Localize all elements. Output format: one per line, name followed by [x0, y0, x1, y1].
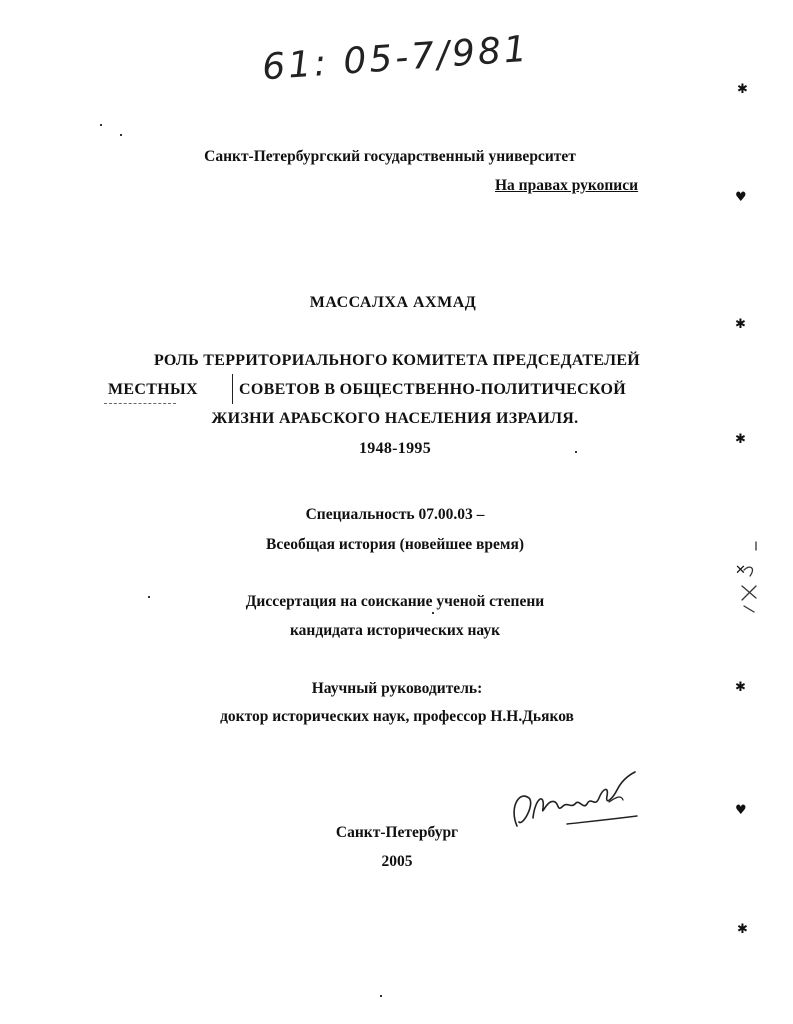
title-line-3: ЖИЗНИ АРАБСКОГО НАСЕЛЕНИЯ ИЗРАИЛЯ. [211, 410, 579, 427]
title-underline-marks [104, 403, 176, 404]
scan-speck [380, 995, 382, 997]
rights-note: На правах рукописи [495, 177, 639, 194]
margin-mark-icon: ✱ [737, 922, 748, 937]
margin-mark-icon: ✱ [735, 680, 746, 695]
title-line-1: РОЛЬ ТЕРРИТОРИАЛЬНОГО КОМИТЕТА ПРЕДСЕДАТЕЛЕЙ [153, 352, 641, 369]
title-years: 1948-1995 [358, 440, 432, 457]
scan-speck [148, 596, 150, 598]
degree-line-2: кандидата исторических наук [289, 622, 501, 639]
margin-mark-icon: ♥ [735, 190, 747, 205]
scan-speck [575, 451, 577, 453]
margin-mark-icon: ✱ [737, 82, 748, 97]
margin-mark-icon: ✱ [735, 317, 746, 332]
margin-scribble [738, 540, 762, 616]
title-line-2-left: МЕСТНЫХ [108, 381, 198, 398]
degree-line-1: Диссертация на соискание ученой степени [245, 593, 545, 610]
scan-speck [100, 124, 102, 126]
title-line-2-right: СОВЕТОВ В ОБЩЕСТВЕННО-ПОЛИТИЧЕСКОЙ [239, 381, 626, 398]
university-name: Санкт-Петербургский государственный университет [204, 148, 576, 165]
author-name: МАССАЛХА АХМАД [309, 294, 477, 311]
signature [505, 768, 645, 838]
advisor-name: доктор исторических наук, профессор Н.Н.Дьяков [220, 708, 574, 725]
year: 2005 [381, 853, 413, 870]
specialty-code: Специальность 07.00.03 – [305, 506, 485, 523]
title-vertical-bar [232, 374, 233, 404]
city: Санкт-Петербург [335, 824, 459, 841]
margin-mark-icon: ♥ [735, 803, 747, 818]
margin-mark-icon: ✱ [735, 432, 746, 447]
advisor-label: Научный руководитель: [311, 680, 483, 697]
scan-speck [432, 612, 434, 614]
specialty-name: Всеобщая история (новейшее время) [266, 536, 524, 553]
archive-number: 61: 05-7/981 [260, 28, 532, 89]
margin-mark-icon: ✕ [735, 563, 746, 578]
scan-speck [120, 134, 122, 136]
